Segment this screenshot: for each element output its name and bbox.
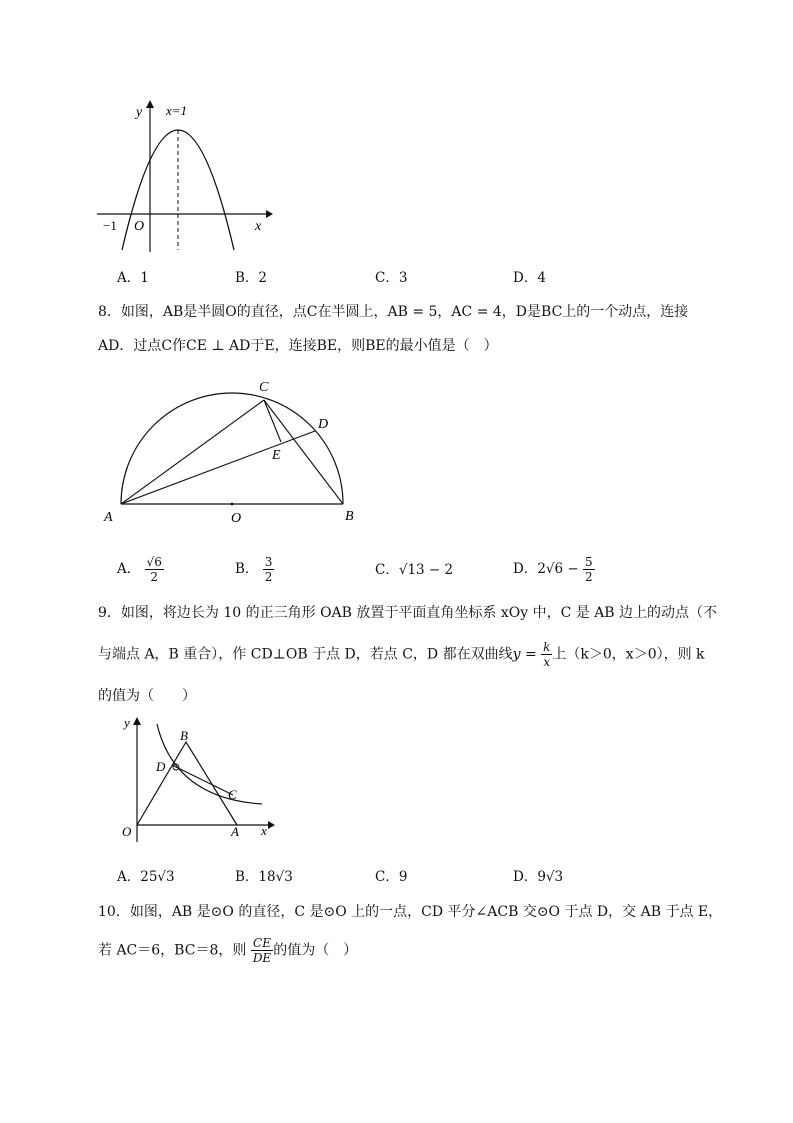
q9-triangle-hyperbola-figure	[115, 712, 280, 847]
q7-option-d[interactable]: D．4	[513, 270, 546, 286]
fig8-label-c: C	[259, 380, 269, 395]
q9-option-c[interactable]: C．9	[375, 869, 408, 885]
fig7-axis-label: x=1	[166, 103, 188, 118]
fig9-label-x: x	[261, 823, 267, 838]
q8-semicircle-figure	[100, 375, 365, 530]
q10-stem-line1: 10．如图，AB 是⊙O 的直径，C 是⊙O 上的一点，CD 平分∠ACB 交⊙O 于点 D，交 AB 于点 E，	[98, 904, 723, 920]
fig8-label-d: D	[318, 417, 329, 432]
q8-stem-line2: AD．过点C作CE ⊥ AD于E，连接BE，则BE的最小值是（ ）	[98, 338, 498, 354]
q7-option-a[interactable]: A．1	[117, 270, 149, 286]
fig9-label-c: C	[228, 787, 237, 802]
q9-stem-line3: 的值为（ ）	[98, 688, 196, 704]
fig9-label-o: O	[122, 824, 132, 839]
q7-option-c[interactable]: C．3	[375, 270, 408, 286]
q8-option-c[interactable]: C．√13 − 2	[375, 562, 454, 578]
q8-option-a[interactable]: A． $\frac{√6}{2}$	[117, 555, 162, 584]
fig7-x-label: x	[255, 219, 262, 234]
fig7-neg1-label: −1	[103, 218, 117, 233]
q10-stem-line2: 若 AC＝6，BC＝8，则 $\frac{CE}{DE}$ 的值为（ ）	[98, 936, 358, 965]
q9-option-d[interactable]: D．9√3	[513, 869, 564, 885]
fig8-label-a: A	[104, 510, 113, 525]
q8-stem-line1: 8．如图，AB是半圆O的直径，点C在半圆上，AB = 5，AC = 4，D是BC上的一个动点，连接	[98, 304, 689, 320]
q8-option-d[interactable]: D．2√6 − $\frac{5}{2}$	[513, 555, 593, 584]
q9-stem-line2: 与端点 A，B 重合），作 CD⊥OB 于点 D，若点 C，D 都在双曲线y = $\frac{k}{x}$ 上（k＞0，x＞0），则 k	[98, 640, 705, 669]
q9-option-b[interactable]: B．18√3	[235, 869, 293, 885]
q7-option-b[interactable]: B．2	[235, 270, 268, 286]
q9-stem-line1: 9．如图，将边长为 10 的正三角形 OAB 放置于平面直角坐标系 xOy 中，C 是 AB 边上的动点（不	[98, 605, 718, 621]
fig8-label-o: O	[231, 511, 242, 526]
fig7-y-label: y	[136, 105, 143, 120]
fig8-label-b: B	[345, 509, 354, 524]
fig9-label-d: D	[156, 759, 166, 774]
fig8-label-e: E	[272, 448, 281, 463]
fig9-label-a: A	[231, 824, 239, 839]
fig9-label-b: B	[180, 728, 188, 743]
q9-option-a[interactable]: A．25√3	[117, 869, 175, 885]
fig9-label-y: y	[124, 715, 130, 730]
fig7-origin-label: O	[134, 219, 145, 234]
q7-parabola-figure	[95, 98, 275, 258]
q8-option-b[interactable]: B． $\frac{3}{2}$	[235, 555, 273, 584]
